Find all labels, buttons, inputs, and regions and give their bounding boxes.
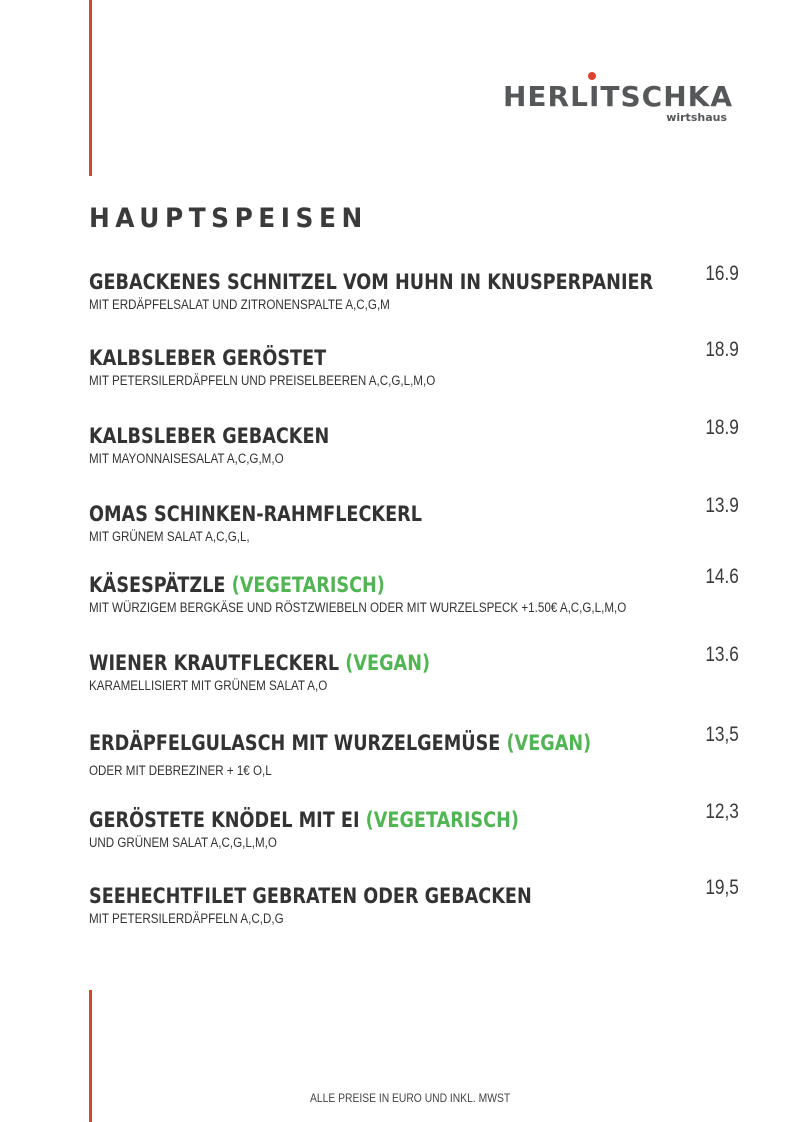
- menu-item-price: 13.9: [705, 494, 739, 517]
- menu-item-name: KALBSLEBER GEBACKEN: [89, 424, 330, 448]
- menu-item-name: KALBSLEBER GERÖSTET: [89, 346, 327, 370]
- top-accent-bar: [89, 0, 92, 176]
- menu-item-name: KÄSESPÄTZLE (VEGETARISCH): [89, 573, 385, 597]
- menu-item-description: MIT GRÜNEM SALAT A,C,G,L,: [89, 529, 250, 544]
- menu-item: [89, 643, 739, 695]
- diet-tag: (VEGAN): [345, 651, 431, 675]
- menu-item: [89, 800, 739, 852]
- brand-subtitle: wirtshaus: [666, 111, 727, 124]
- menu-item-description: MIT MAYONNAISESALAT A,C,G,M,O: [89, 451, 284, 466]
- menu-item-description: MIT PETERSILERDÄPFELN A,C,D,G: [89, 911, 284, 926]
- diet-tag: (VEGETARISCH): [231, 573, 385, 597]
- diet-tag: (VEGAN): [506, 731, 592, 755]
- menu-item-price: 13.6: [705, 643, 739, 666]
- menu-item: [89, 338, 739, 390]
- menu-item-price: 16.9: [705, 262, 739, 285]
- menu-item-name: OMAS SCHINKEN-RAHMFLECKERL: [89, 502, 422, 526]
- diet-tag: (VEGETARISCH): [365, 808, 519, 832]
- menu-item: [89, 876, 739, 928]
- menu-item: [89, 416, 739, 468]
- menu-item: [89, 494, 739, 546]
- menu-item-price: 18.9: [705, 416, 739, 439]
- menu-item-description: KARAMELLISIERT MIT GRÜNEM SALAT A,O: [89, 678, 328, 693]
- menu-item-price: 18.9: [705, 338, 739, 361]
- bottom-accent-bar: [89, 990, 92, 1122]
- menu-item-name: GEBACKENES SCHNITZEL VOM HUHN IN KNUSPERPANIER: [89, 270, 654, 294]
- menu-item-description: MIT WÜRZIGEM BERGKÄSE UND RÖSTZWIEBELN ODER MIT WURZELSPECK +1.50€ A,C,G,L,M,O: [89, 600, 627, 615]
- footer-note: ALLE PREISE IN EURO UND INKL. MWST: [310, 1091, 511, 1105]
- menu-item: [89, 565, 739, 617]
- menu-item-description: UND GRÜNEM SALAT A,C,G,L,M,O: [89, 835, 277, 850]
- menu-item-price: 14.6: [705, 565, 739, 588]
- menu-item-name: ERDÄPFELGULASCH MIT WURZELGEMÜSE (VEGAN): [89, 731, 592, 755]
- menu-item-description: MIT ERDÄPFELSALAT UND ZITRONENSPALTE A,C,G,M: [89, 297, 390, 312]
- section-title: HAUPTSPEISEN: [89, 203, 368, 234]
- menu-item-description: MIT PETERSILERDÄPFELN UND PREISELBEEREN A,C,G,L,M,O: [89, 373, 436, 388]
- menu-item-name: SEEHECHTFILET GEBRATEN ODER GEBACKEN: [89, 884, 532, 908]
- menu-item-description: ODER MIT DEBREZINER + 1€ O,L: [89, 763, 272, 778]
- brand-logo: [503, 70, 733, 130]
- menu-item-price: 13,5: [705, 723, 739, 746]
- menu-item: [89, 723, 739, 780]
- menu-item-price: 19,5: [705, 876, 739, 899]
- brand-name: HERLITSCHKA: [503, 80, 733, 113]
- logo-dot-icon: [588, 72, 596, 80]
- menu-item-name: GERÖSTETE KNÖDEL MIT EI (VEGETARISCH): [89, 808, 519, 832]
- menu-item-name: WIENER KRAUTFLECKERL (VEGAN): [89, 651, 431, 675]
- menu-item: [89, 262, 739, 314]
- menu-item-price: 12,3: [705, 800, 739, 823]
